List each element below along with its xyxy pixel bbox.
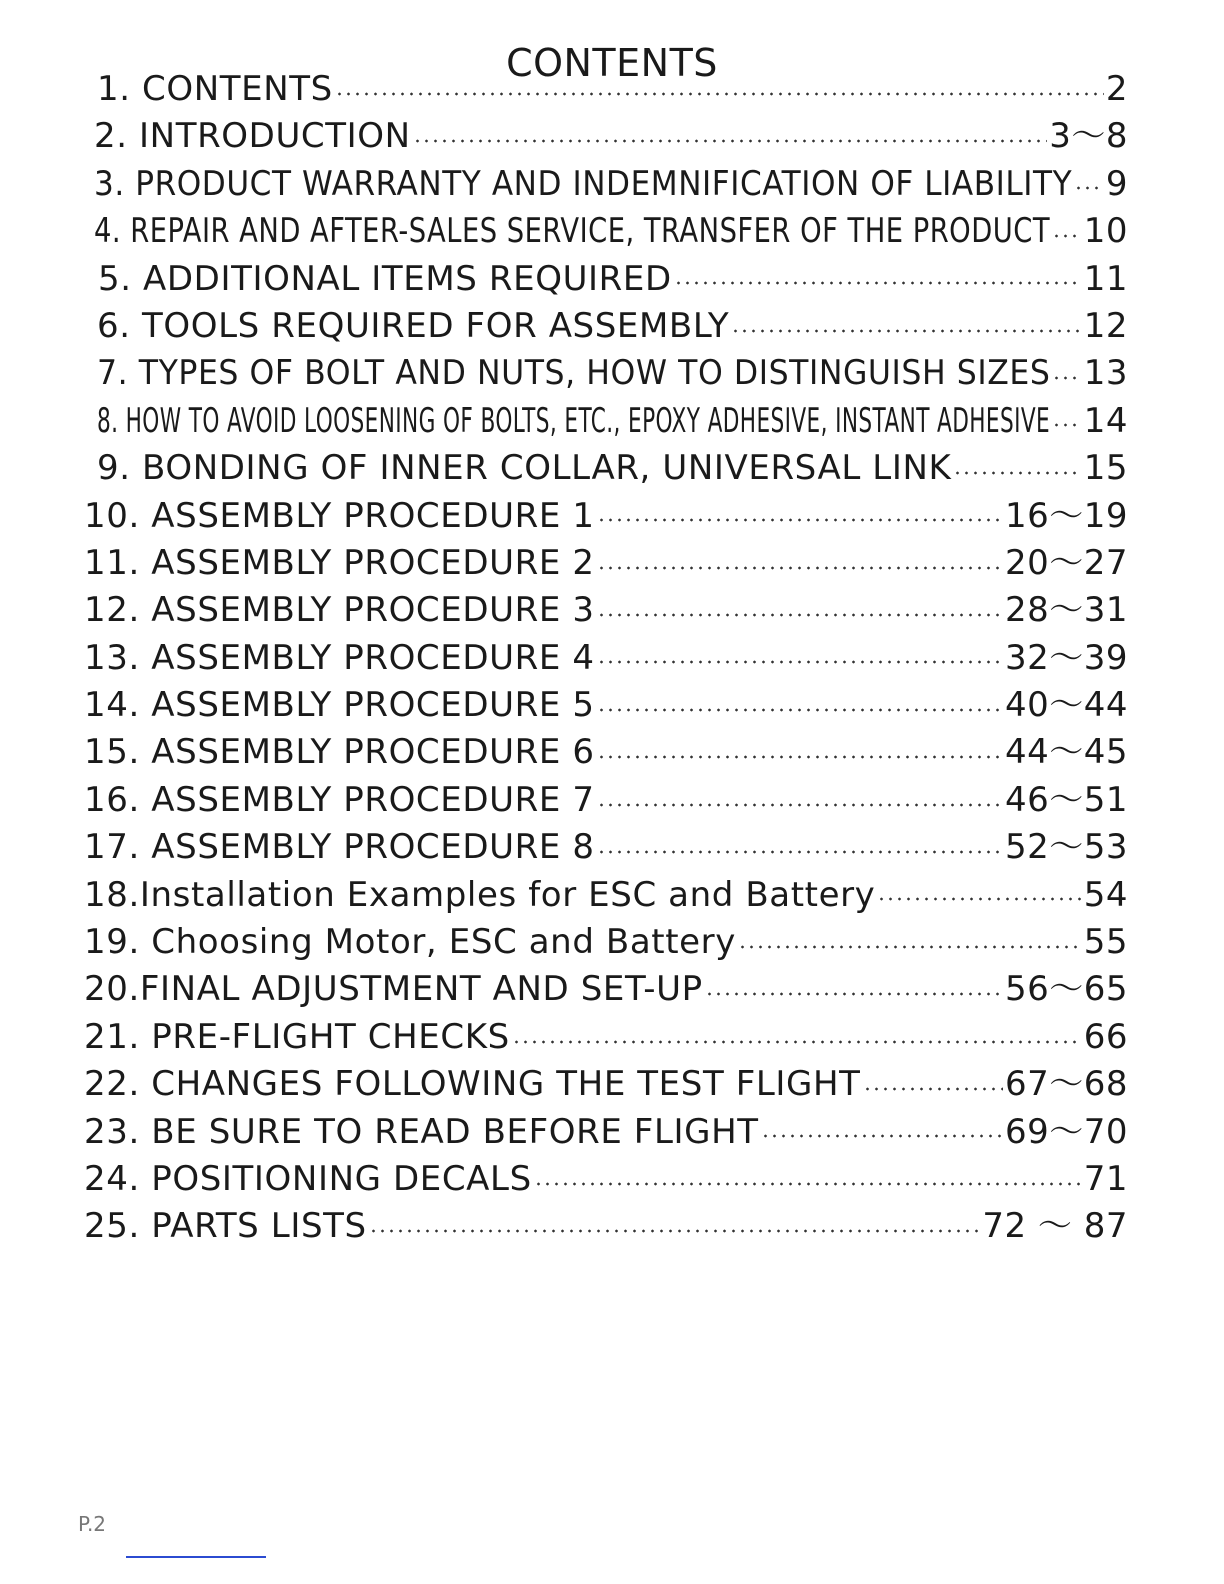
dot-leader [674, 281, 1082, 285]
toc-entry-product-warranty [84, 161, 1128, 208]
toc-entry-label: 18.Installation Examples for ESC and Battery [84, 874, 876, 915]
toc-entry-parts-lists [84, 1203, 1128, 1250]
toc-entry-bolt-types [84, 350, 1128, 397]
toc-entry-label: 21. PRE-FLIGHT CHECKS [84, 1016, 510, 1057]
toc-entry-installation-examples [84, 872, 1128, 919]
dot-leader [953, 471, 1081, 475]
toc-entry-page: 14 [1083, 400, 1128, 441]
dot-leader [597, 708, 1003, 712]
dot-leader [731, 329, 1081, 333]
toc-entry-label: 14. ASSEMBLY PROCEDURE 5 [84, 685, 595, 726]
toc-entry-page: 56～65 [1004, 969, 1128, 1010]
dot-leader [1074, 186, 1104, 190]
dot-leader [1052, 423, 1082, 427]
toc-entry-tools-required [84, 303, 1128, 350]
toc-entry-page: 13 [1083, 353, 1128, 394]
toc-entry-page: 9 [1105, 163, 1128, 204]
dot-leader [597, 518, 1003, 522]
dot-leader [597, 660, 1003, 664]
toc-entry-label: 11. ASSEMBLY PROCEDURE 2 [84, 542, 595, 583]
toc-entry-assembly-5 [84, 682, 1128, 729]
toc-entry-label: 2. INTRODUCTION [94, 116, 411, 157]
dot-leader [369, 1229, 981, 1233]
toc-entry-additional-items [84, 256, 1128, 303]
toc-entry-label: 10. ASSEMBLY PROCEDURE 1 [84, 495, 595, 536]
toc-entry-page: 11 [1083, 258, 1128, 299]
toc-entry-page: 20～27 [1004, 542, 1128, 583]
toc-entry-page: 10 [1083, 211, 1128, 252]
toc-entry-label: 3. PRODUCT WARRANTY AND INDEMNIFICATION OF LIABILITY [94, 163, 1073, 204]
dot-leader [761, 1134, 1003, 1138]
toc-entry-assembly-6 [84, 729, 1128, 776]
toc-entry-page: 52～53 [1004, 827, 1128, 868]
dot-leader [534, 1182, 1082, 1186]
toc-entry-assembly-1 [84, 493, 1128, 540]
toc-entry-page: 16～19 [1004, 495, 1128, 536]
toc-entry-label: 9. BONDING OF INNER COLLAR, UNIVERSAL LINK [97, 448, 952, 489]
toc-entry-page: 71 [1083, 1158, 1128, 1199]
toc-entry-read-before-flight [84, 1109, 1128, 1156]
toc-entry-assembly-2 [84, 540, 1128, 587]
toc-entry-assembly-4 [84, 635, 1128, 682]
toc-entry-test-flight-changes [84, 1061, 1128, 1108]
dot-leader [705, 992, 1003, 996]
toc-entry-label: 12. ASSEMBLY PROCEDURE 3 [84, 590, 595, 631]
toc-entry-label: 22. CHANGES FOLLOWING THE TEST FLIGHT [84, 1064, 861, 1105]
dot-leader [877, 897, 1081, 901]
toc-entry-label: 19. Choosing Motor, ESC and Battery [84, 922, 736, 963]
dot-leader [1052, 234, 1082, 238]
toc-entry-contents [84, 66, 1128, 113]
toc-entry-label: 8. HOW TO AVOID LOOSENING OF BOLTS, ETC., EPOXY ADHESIVE, INSTANT ADHESIVE [97, 400, 1051, 441]
toc-entry-label: 25. PARTS LISTS [84, 1206, 367, 1247]
toc-entry-page: 12 [1083, 305, 1128, 346]
toc-entry-page: 3～8 [1049, 116, 1128, 157]
dot-leader [597, 566, 1003, 570]
toc-entry-page: 44～45 [1004, 732, 1128, 773]
toc-entry-label: 13. ASSEMBLY PROCEDURE 4 [84, 637, 595, 678]
toc-entry-pre-flight-checks [84, 1014, 1128, 1061]
toc-entry-page: 67～68 [1004, 1064, 1128, 1105]
toc-entry-assembly-7 [84, 777, 1128, 824]
toc-entry-page: 46～51 [1004, 779, 1128, 820]
toc-entry-label: 20.FINAL ADJUSTMENT AND SET-UP [84, 969, 703, 1010]
dot-leader [597, 613, 1003, 617]
toc-entry-page: 15 [1083, 448, 1128, 489]
dot-leader [335, 92, 1104, 96]
toc-entry-label: 7. TYPES OF BOLT AND NUTS, HOW TO DISTINGUISH SIZES [97, 353, 1051, 394]
dot-leader [1052, 376, 1081, 380]
toc-entry-label: 17. ASSEMBLY PROCEDURE 8 [84, 827, 595, 868]
dot-leader [597, 850, 1003, 854]
toc-entry-assembly-8 [84, 824, 1128, 871]
table-of-contents [84, 66, 1128, 1251]
toc-entry-final-adjustment [84, 966, 1128, 1013]
toc-entry-label: 6. TOOLS REQUIRED FOR ASSEMBLY [97, 305, 730, 346]
toc-entry-positioning-decals [84, 1156, 1128, 1203]
toc-entry-repair-service [84, 208, 1128, 255]
toc-entry-bonding [84, 445, 1128, 492]
toc-entry-label: 1. CONTENTS [97, 69, 333, 109]
dot-leader [738, 945, 1082, 949]
toc-entry-assembly-3 [84, 587, 1128, 634]
toc-entry-page: 32～39 [1004, 637, 1128, 678]
toc-entry-label: 15. ASSEMBLY PROCEDURE 6 [84, 732, 595, 773]
dot-leader [863, 1087, 1003, 1091]
toc-entry-label: 23. BE SURE TO READ BEFORE FLIGHT [84, 1111, 759, 1152]
dot-leader [597, 755, 1003, 759]
dot-leader [597, 803, 1003, 807]
page-title: CONTENTS [506, 41, 718, 86]
toc-entry-page: 55 [1083, 922, 1128, 963]
toc-entry-loosening-adhesives [84, 398, 1128, 445]
toc-entry-label: 16. ASSEMBLY PROCEDURE 7 [84, 779, 595, 820]
toc-entry-page: 40～44 [1004, 685, 1128, 726]
toc-entry-choosing-motor [84, 919, 1128, 966]
toc-entry-page: 72 ～ 87 [982, 1206, 1128, 1247]
footer-rule [126, 1556, 266, 1558]
toc-entry-introduction [84, 113, 1128, 160]
dot-leader [413, 139, 1048, 143]
page-number: P.2 [78, 1512, 107, 1536]
toc-entry-page: 66 [1083, 1016, 1128, 1057]
dot-leader [512, 1040, 1082, 1044]
toc-entry-page: 2 [1105, 69, 1128, 109]
toc-entry-label: 4. REPAIR AND AFTER-SALES SERVICE, TRANSFER OF THE PRODUCT [94, 211, 1051, 252]
toc-entry-label: 5. ADDITIONAL ITEMS REQUIRED [98, 258, 672, 299]
toc-entry-page: 54 [1083, 874, 1128, 915]
toc-entry-label: 24. POSITIONING DECALS [84, 1158, 532, 1199]
toc-entry-page: 28～31 [1004, 590, 1128, 631]
toc-entry-page: 69～70 [1004, 1111, 1128, 1152]
